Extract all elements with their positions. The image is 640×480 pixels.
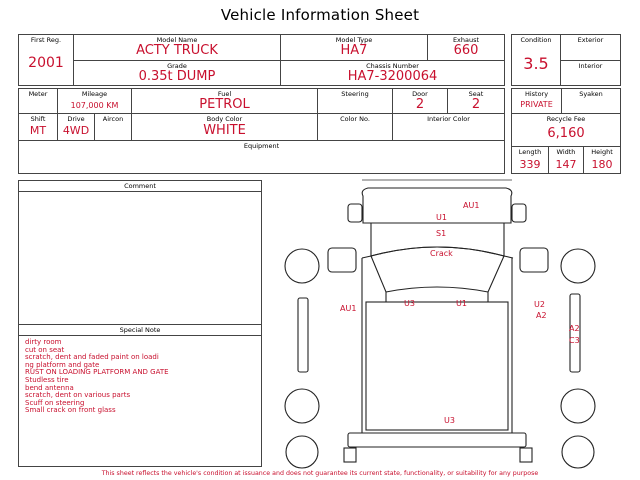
interior-label: Interior bbox=[578, 62, 603, 70]
meter-label: Meter bbox=[28, 90, 48, 98]
condition-label: Condition bbox=[520, 36, 552, 44]
model-name-cell bbox=[73, 34, 281, 61]
mileage-value: 107,000 KM bbox=[70, 101, 119, 110]
mark-s1: S1 bbox=[436, 229, 447, 238]
mark-u2: U2 bbox=[534, 300, 545, 309]
length-label: Length bbox=[518, 148, 542, 156]
seat-label: Seat bbox=[468, 90, 484, 98]
seat-cell bbox=[447, 88, 505, 114]
history-cell bbox=[511, 88, 562, 114]
comment-label: Comment bbox=[19, 181, 261, 192]
wheel-front-left bbox=[285, 249, 319, 283]
body-color-value: WHITE bbox=[203, 123, 246, 138]
shift-label: Shift bbox=[30, 115, 46, 123]
special-note-line: RUST ON LOADING PLATFORM AND GATE bbox=[25, 368, 169, 377]
first-reg-label: First Reg. bbox=[30, 36, 62, 44]
door-label: Door bbox=[412, 90, 428, 98]
rear-bumper bbox=[348, 433, 526, 447]
mark-au1-top: AU1 bbox=[463, 201, 480, 210]
meter-cell bbox=[18, 88, 58, 114]
model-name-value: ACTY TRUCK bbox=[136, 43, 218, 58]
chassis-label: Chassis Number bbox=[366, 62, 419, 70]
wheel-spare-right bbox=[562, 436, 594, 468]
rear-light-left bbox=[344, 448, 356, 462]
special-note-list bbox=[25, 339, 257, 415]
aircon-label: Aircon bbox=[102, 115, 124, 123]
fuel-cell bbox=[131, 88, 318, 114]
recycle-fee-cell bbox=[511, 113, 621, 147]
special-note-line: Studless tire bbox=[25, 375, 69, 384]
exterior-cell bbox=[560, 34, 621, 61]
special-note-line: scratch, dent and faded paint on loadi bbox=[25, 353, 159, 362]
disclaimer-footer: This sheet reflects the vehicle's condition at issuance and does not guarantee its current state, functionality, or suitability for any purpose bbox=[101, 470, 539, 477]
rear-light-right bbox=[520, 448, 532, 462]
wheel-front-right bbox=[561, 249, 595, 283]
door-cell bbox=[392, 88, 448, 114]
wheel-rear-right bbox=[561, 389, 595, 423]
special-note-label: Special Note bbox=[19, 325, 261, 336]
condition-value: 3.5 bbox=[523, 54, 549, 73]
chassis-cell bbox=[280, 60, 505, 86]
fuel-value: PETROL bbox=[199, 97, 250, 112]
recycle-fee-label: Recycle Fee bbox=[546, 115, 586, 123]
special-note-line: Scuff on steering bbox=[25, 398, 85, 407]
height-label: Height bbox=[591, 148, 613, 156]
mark-u3-bottom: U3 bbox=[444, 416, 455, 425]
grade-cell bbox=[73, 60, 281, 86]
side-panel-left bbox=[298, 298, 308, 372]
special-note-line: Small crack on front glass bbox=[25, 406, 116, 415]
first-reg-value: 2001 bbox=[28, 55, 64, 71]
grade-value: 0.35t DUMP bbox=[138, 69, 216, 84]
color-no-cell bbox=[317, 113, 393, 141]
drive-cell bbox=[57, 113, 95, 141]
syaken-label: Syaken bbox=[579, 90, 603, 98]
aircon-cell bbox=[94, 113, 132, 141]
equipment-cell bbox=[18, 140, 505, 174]
equipment-label: Equipment bbox=[243, 142, 280, 150]
height-cell bbox=[583, 146, 621, 174]
mark-u1-top: U1 bbox=[436, 213, 447, 222]
drive-label: Drive bbox=[67, 115, 85, 123]
length-cell bbox=[511, 146, 549, 174]
mark-au1-left: AU1 bbox=[340, 304, 357, 313]
width-cell bbox=[548, 146, 584, 174]
special-note-line: ng platform and gate bbox=[25, 360, 100, 369]
steering-cell bbox=[317, 88, 393, 114]
comment-panel bbox=[18, 180, 262, 325]
wheel-spare-left bbox=[286, 436, 318, 468]
shift-cell bbox=[18, 113, 58, 141]
drive-value: 4WD bbox=[62, 124, 90, 137]
special-note-line: dirty room bbox=[25, 338, 62, 346]
mirror-right-top bbox=[512, 204, 526, 222]
mileage-cell bbox=[57, 88, 132, 114]
body-color-cell bbox=[131, 113, 318, 141]
interior-cell bbox=[560, 60, 621, 86]
shift-value: MT bbox=[29, 124, 47, 137]
model-type-cell bbox=[280, 34, 428, 61]
wheel-rear-left bbox=[285, 389, 319, 423]
fuel-label: Fuel bbox=[217, 90, 232, 98]
fender-left bbox=[328, 248, 356, 272]
history-value: PRIVATE bbox=[520, 100, 553, 109]
color-no-label: Color No. bbox=[340, 115, 370, 123]
model-type-label: Model Type bbox=[335, 36, 373, 44]
history-label: History bbox=[524, 90, 549, 98]
mark-u3-mid: U3 bbox=[404, 299, 415, 308]
exterior-label: Exterior bbox=[577, 36, 604, 44]
body-color-label: Body Color bbox=[206, 115, 243, 123]
special-note-panel bbox=[18, 324, 262, 467]
exhaust-value: 660 bbox=[453, 43, 479, 58]
chassis-value: HA7-3200064 bbox=[347, 69, 438, 84]
model-name-label: Model Name bbox=[156, 36, 198, 44]
width-value: 147 bbox=[555, 158, 577, 171]
fender-right bbox=[520, 248, 548, 272]
first-reg-cell bbox=[18, 34, 74, 86]
exhaust-cell bbox=[427, 34, 505, 61]
mark-a2-side: A2 bbox=[536, 311, 547, 320]
mark-c3: C3 bbox=[569, 336, 580, 345]
mark-crack: Crack bbox=[430, 249, 453, 258]
page-title: Vehicle Information Sheet bbox=[220, 6, 420, 24]
loading-platform bbox=[366, 302, 508, 430]
door-value: 2 bbox=[415, 97, 425, 112]
syaken-cell bbox=[561, 88, 621, 114]
mirror-left-top bbox=[348, 204, 362, 222]
side-panel-right bbox=[570, 294, 580, 372]
recycle-fee-value: 6,160 bbox=[547, 126, 585, 141]
interior-color-label: Interior Color bbox=[427, 115, 470, 123]
condition-cell bbox=[511, 34, 561, 86]
length-value: 339 bbox=[519, 158, 541, 171]
steering-label: Steering bbox=[341, 90, 369, 98]
mark-a2-right: A2 bbox=[569, 324, 580, 333]
interior-color-cell bbox=[392, 113, 505, 141]
special-note-line: bend antenna bbox=[25, 383, 74, 392]
width-label: Width bbox=[556, 148, 576, 156]
grade-label: Grade bbox=[167, 62, 187, 70]
height-value: 180 bbox=[591, 158, 613, 171]
special-note-line: scratch, dent on various parts bbox=[25, 391, 131, 400]
model-type-value: HA7 bbox=[340, 43, 368, 58]
mileage-label: Mileage bbox=[81, 90, 108, 98]
body-outline bbox=[362, 258, 512, 433]
seat-value: 2 bbox=[471, 97, 481, 112]
mark-u1-mid: U1 bbox=[456, 299, 467, 308]
special-note-line: cut on seat bbox=[25, 345, 65, 354]
exhaust-label: Exhaust bbox=[452, 36, 480, 44]
